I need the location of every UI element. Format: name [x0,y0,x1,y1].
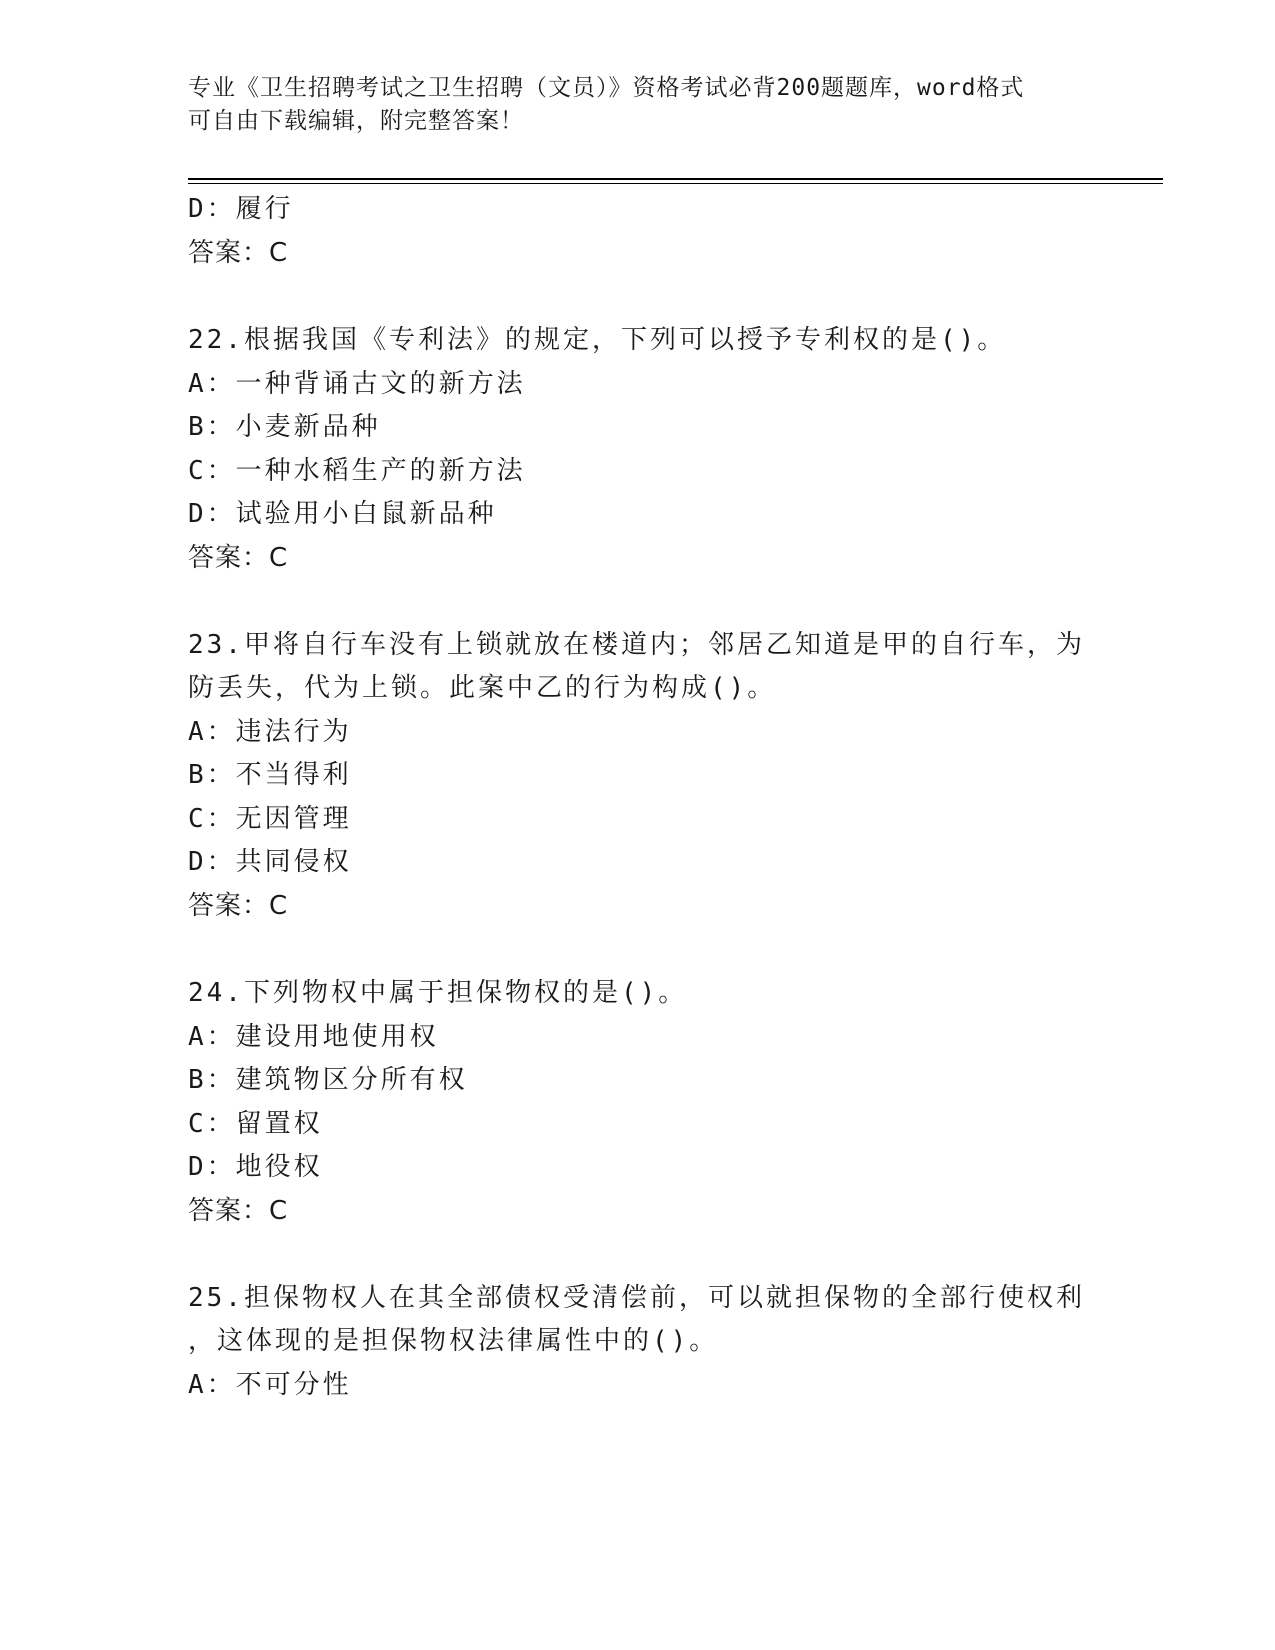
question-23-option-a: A：违法行为 [188,717,352,747]
question-24-option-c: C：留置权 [188,1109,323,1139]
question-23-answer: 答案：C [188,891,289,921]
question-22-stem: 22.根据我国《专利法》的规定，下列可以授予专利权的是()。 [188,325,1007,355]
question-23-option-b: B：不当得利 [188,760,352,790]
question-23-stem-line-2: 防丢失，代为上锁。此案中乙的行为构成()。 [188,673,777,703]
question-24-option-a: A：建设用地使用权 [188,1022,439,1052]
question-24-answer: 答案：C [188,1196,289,1226]
answer-label: 答案：C [188,238,289,268]
question-23-stem-line-1: 23.甲将自行车没有上锁就放在楼道内；邻居乙知道是甲的自行车，为 [188,630,1085,660]
question-24-option-b: B：建筑物区分所有权 [188,1065,468,1095]
question-22-option-c: C：一种水稻生产的新方法 [188,456,526,486]
header-divider-thick [188,178,1163,180]
question-24-option-d: D：地役权 [188,1152,323,1182]
question-22-option-a: A：一种背诵古文的新方法 [188,369,526,399]
question-22-option-d: D：试验用小白鼠新品种 [188,499,497,529]
question-23-option-d: D：共同侵权 [188,847,352,877]
question-25-stem-line-2: ，这体现的是担保物权法律属性中的()。 [188,1326,719,1356]
question-22-option-b: B：小麦新品种 [188,412,381,442]
document-header [188,72,1088,138]
question-25-option-a: A：不可分性 [188,1370,352,1400]
question-23-option-c: C：无因管理 [188,804,352,834]
question-22-answer: 答案：C [188,543,289,573]
header-title-line-2: 可自由下载编辑，附完整答案！ [188,108,524,134]
question-24-stem: 24.下列物权中属于担保物权的是()。 [188,978,688,1008]
question-25-stem-line-1: 25.担保物权人在其全部债权受清偿前，可以就担保物的全部行使权利 [188,1283,1085,1313]
option-d: D：履行 [188,194,294,224]
header-title-line-1: 专业《卫生招聘考试之卫生招聘（文员）》资格考试必背200题题库，word格式 [188,75,1025,101]
header-divider-thin [188,183,1163,184]
